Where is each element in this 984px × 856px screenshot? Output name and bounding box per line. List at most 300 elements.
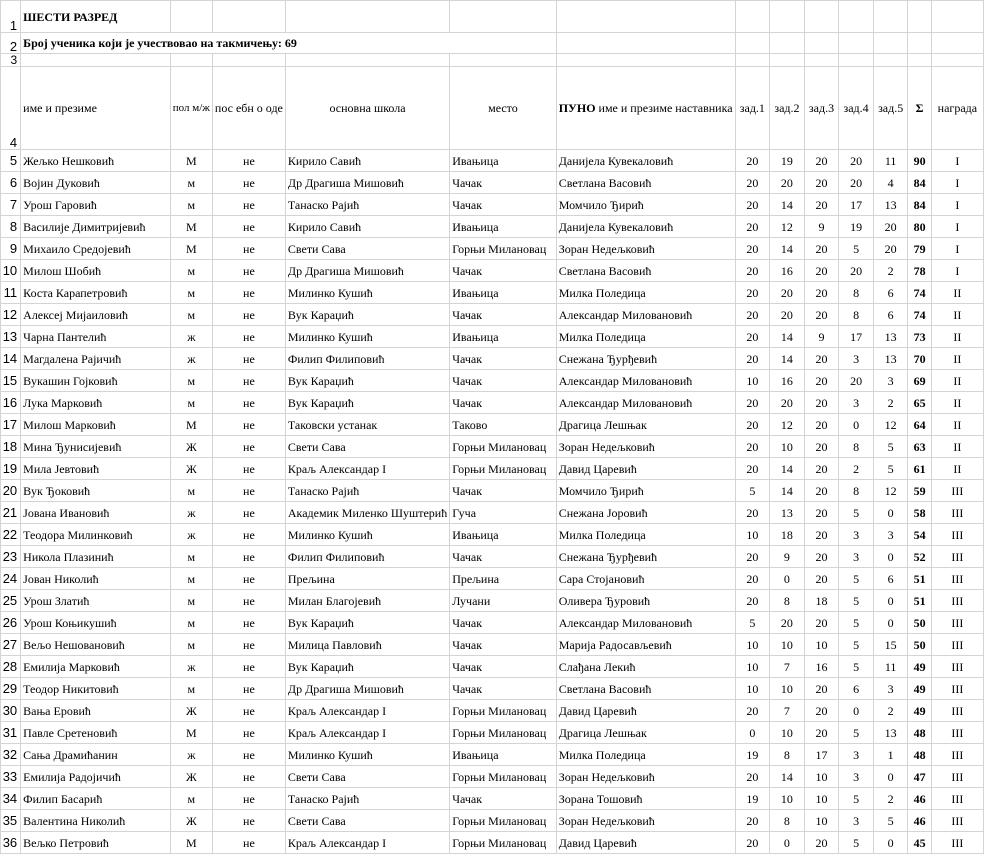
score-total[interactable]: 69 <box>908 370 931 392</box>
score-task-1[interactable]: 0 <box>735 722 770 744</box>
student-school[interactable]: Милан Благојевић <box>285 590 449 612</box>
student-sex[interactable]: м <box>170 260 212 282</box>
student-school[interactable]: Краљ Александар I <box>285 458 449 480</box>
header-sum[interactable]: Σ <box>908 67 931 150</box>
student-special[interactable]: не <box>212 260 285 282</box>
cell[interactable] <box>804 33 839 54</box>
student-special[interactable]: не <box>212 304 285 326</box>
student-sex[interactable]: ж <box>170 326 212 348</box>
row-header[interactable]: 3 <box>1 54 21 67</box>
score-task-2[interactable]: 16 <box>770 260 805 282</box>
score-task-4[interactable]: 5 <box>839 656 874 678</box>
cell[interactable] <box>212 54 285 67</box>
score-task-4[interactable]: 0 <box>839 700 874 722</box>
score-task-4[interactable]: 3 <box>839 392 874 414</box>
student-school[interactable]: Краљ Александар I <box>285 832 449 854</box>
score-task-3[interactable]: 9 <box>804 216 839 238</box>
student-sex[interactable]: М <box>170 722 212 744</box>
score-task-5[interactable]: 5 <box>873 436 908 458</box>
score-task-4[interactable]: 5 <box>839 832 874 854</box>
score-task-2[interactable]: 8 <box>770 744 805 766</box>
score-total[interactable]: 47 <box>908 766 931 788</box>
score-task-4[interactable]: 5 <box>839 568 874 590</box>
award[interactable]: III <box>931 590 983 612</box>
student-place[interactable]: Ивањица <box>450 744 557 766</box>
student-sex[interactable]: Ж <box>170 700 212 722</box>
score-task-1[interactable]: 20 <box>735 766 770 788</box>
student-name[interactable]: Жељко Нешковић <box>21 150 171 172</box>
score-task-3[interactable]: 20 <box>804 150 839 172</box>
score-total[interactable]: 79 <box>908 238 931 260</box>
score-total[interactable]: 50 <box>908 612 931 634</box>
score-task-4[interactable]: 3 <box>839 546 874 568</box>
award[interactable]: III <box>931 502 983 524</box>
row-header[interactable]: 28 <box>1 656 21 678</box>
row-header[interactable]: 33 <box>1 766 21 788</box>
cell[interactable] <box>556 54 735 67</box>
student-mentor[interactable]: Милка Поледица <box>556 326 735 348</box>
score-task-1[interactable]: 20 <box>735 282 770 304</box>
score-task-5[interactable]: 5 <box>873 810 908 832</box>
student-special[interactable]: не <box>212 766 285 788</box>
score-task-1[interactable]: 20 <box>735 392 770 414</box>
student-mentor[interactable]: Драгица Лешњак <box>556 414 735 436</box>
student-mentor[interactable]: Александар Миловановић <box>556 370 735 392</box>
score-task-1[interactable]: 20 <box>735 172 770 194</box>
score-total[interactable]: 54 <box>908 524 931 546</box>
student-mentor[interactable]: Марија Радосављевић <box>556 634 735 656</box>
cell[interactable] <box>450 54 557 67</box>
header-name[interactable]: име и презиме <box>21 67 171 150</box>
score-task-1[interactable]: 10 <box>735 370 770 392</box>
score-task-1[interactable]: 20 <box>735 414 770 436</box>
cell[interactable] <box>839 1 874 33</box>
score-task-5[interactable]: 0 <box>873 546 908 568</box>
student-sex[interactable]: М <box>170 414 212 436</box>
score-task-1[interactable]: 20 <box>735 194 770 216</box>
score-task-2[interactable]: 20 <box>770 282 805 304</box>
award[interactable]: III <box>931 722 983 744</box>
score-total[interactable]: 49 <box>908 700 931 722</box>
cell[interactable] <box>556 1 735 33</box>
student-name[interactable]: Милош Марковић <box>21 414 171 436</box>
score-task-3[interactable]: 20 <box>804 502 839 524</box>
cell[interactable] <box>770 33 805 54</box>
student-mentor[interactable]: Светлана Васовић <box>556 172 735 194</box>
student-special[interactable]: не <box>212 546 285 568</box>
score-total[interactable]: 84 <box>908 194 931 216</box>
score-task-3[interactable]: 18 <box>804 590 839 612</box>
score-task-1[interactable]: 20 <box>735 150 770 172</box>
score-task-4[interactable]: 17 <box>839 326 874 348</box>
student-sex[interactable]: м <box>170 634 212 656</box>
student-special[interactable]: не <box>212 458 285 480</box>
student-mentor[interactable]: Александар Миловановић <box>556 304 735 326</box>
score-task-4[interactable]: 5 <box>839 238 874 260</box>
score-task-4[interactable]: 0 <box>839 414 874 436</box>
score-task-2[interactable]: 10 <box>770 436 805 458</box>
cell[interactable] <box>556 33 735 54</box>
score-task-1[interactable]: 20 <box>735 810 770 832</box>
award[interactable]: I <box>931 150 983 172</box>
award[interactable]: II <box>931 304 983 326</box>
cell[interactable] <box>873 1 908 33</box>
student-place[interactable]: Ивањица <box>450 524 557 546</box>
score-task-4[interactable]: 3 <box>839 766 874 788</box>
student-name[interactable]: Вукашин Гојковић <box>21 370 171 392</box>
student-name[interactable]: Емилија Радојичић <box>21 766 171 788</box>
score-task-5[interactable]: 12 <box>873 480 908 502</box>
score-task-2[interactable]: 14 <box>770 458 805 480</box>
student-sex[interactable]: Ж <box>170 458 212 480</box>
score-task-1[interactable]: 20 <box>735 216 770 238</box>
student-place[interactable]: Горњи Милановац <box>450 832 557 854</box>
student-school[interactable]: Кирило Савић <box>285 150 449 172</box>
score-task-5[interactable]: 3 <box>873 678 908 700</box>
student-place[interactable]: Чачак <box>450 612 557 634</box>
score-task-2[interactable]: 20 <box>770 612 805 634</box>
student-school[interactable]: Вук Караџић <box>285 612 449 634</box>
score-task-5[interactable]: 3 <box>873 524 908 546</box>
row-header[interactable]: 2 <box>1 33 21 54</box>
header-task-3[interactable]: зад.3 <box>804 67 839 150</box>
student-name[interactable]: Магдалена Рајичић <box>21 348 171 370</box>
award[interactable]: III <box>931 700 983 722</box>
award[interactable]: III <box>931 480 983 502</box>
student-mentor[interactable]: Данијела Кувекаловић <box>556 150 735 172</box>
score-task-2[interactable]: 14 <box>770 238 805 260</box>
score-total[interactable]: 84 <box>908 172 931 194</box>
score-task-2[interactable]: 20 <box>770 304 805 326</box>
student-name[interactable]: Емилија Марковић <box>21 656 171 678</box>
score-task-2[interactable]: 7 <box>770 656 805 678</box>
award[interactable]: I <box>931 194 983 216</box>
score-task-3[interactable]: 20 <box>804 832 839 854</box>
header-award[interactable]: награда <box>931 67 983 150</box>
student-mentor[interactable]: Данијела Кувекаловић <box>556 216 735 238</box>
student-place[interactable]: Ивањица <box>450 150 557 172</box>
award[interactable]: II <box>931 458 983 480</box>
student-mentor[interactable]: Милка Поледица <box>556 744 735 766</box>
cell[interactable] <box>931 1 983 33</box>
student-school[interactable]: Вук Караџић <box>285 370 449 392</box>
student-mentor[interactable]: Момчило Ђирић <box>556 480 735 502</box>
row-header[interactable]: 9 <box>1 238 21 260</box>
row-header[interactable]: 29 <box>1 678 21 700</box>
score-task-3[interactable]: 10 <box>804 788 839 810</box>
score-task-2[interactable]: 19 <box>770 150 805 172</box>
student-sex[interactable]: Ж <box>170 766 212 788</box>
student-name[interactable]: Никола Плазинић <box>21 546 171 568</box>
score-task-1[interactable]: 10 <box>735 678 770 700</box>
student-name[interactable]: Мина Ђунисијевић <box>21 436 171 458</box>
student-sex[interactable]: М <box>170 150 212 172</box>
student-mentor[interactable]: Давид Царевић <box>556 458 735 480</box>
score-task-4[interactable]: 20 <box>839 370 874 392</box>
student-name[interactable]: Вук Ђоковић <box>21 480 171 502</box>
score-task-5[interactable]: 4 <box>873 172 908 194</box>
score-task-3[interactable]: 20 <box>804 458 839 480</box>
score-task-1[interactable]: 20 <box>735 700 770 722</box>
award[interactable]: I <box>931 172 983 194</box>
score-task-3[interactable]: 20 <box>804 194 839 216</box>
score-task-4[interactable]: 5 <box>839 502 874 524</box>
score-task-1[interactable]: 5 <box>735 612 770 634</box>
student-mentor[interactable]: Давид Царевић <box>556 832 735 854</box>
student-name[interactable]: Мила Јевтовић <box>21 458 171 480</box>
student-name[interactable]: Алексеј Мијаиловић <box>21 304 171 326</box>
student-place[interactable]: Прељина <box>450 568 557 590</box>
student-name[interactable]: Теодора Милинковић <box>21 524 171 546</box>
cell[interactable] <box>931 33 983 54</box>
score-task-1[interactable]: 20 <box>735 502 770 524</box>
student-name[interactable]: Лука Марковић <box>21 392 171 414</box>
score-task-5[interactable]: 6 <box>873 304 908 326</box>
student-place[interactable]: Горњи Милановац <box>450 722 557 744</box>
student-name[interactable]: Василије Димитријевић <box>21 216 171 238</box>
student-mentor[interactable]: Александар Миловановић <box>556 612 735 634</box>
student-sex[interactable]: ж <box>170 744 212 766</box>
score-task-1[interactable]: 20 <box>735 568 770 590</box>
score-task-3[interactable]: 20 <box>804 546 839 568</box>
score-task-5[interactable]: 11 <box>873 150 908 172</box>
cell[interactable] <box>770 1 805 33</box>
score-task-4[interactable]: 5 <box>839 788 874 810</box>
award[interactable]: III <box>931 766 983 788</box>
student-sex[interactable]: м <box>170 678 212 700</box>
score-task-3[interactable]: 20 <box>804 238 839 260</box>
cell[interactable] <box>735 54 770 67</box>
score-total[interactable]: 74 <box>908 304 931 326</box>
student-sex[interactable]: м <box>170 568 212 590</box>
score-task-5[interactable]: 13 <box>873 348 908 370</box>
student-special[interactable]: не <box>212 348 285 370</box>
score-total[interactable]: 52 <box>908 546 931 568</box>
student-mentor[interactable]: Зорана Тошовић <box>556 788 735 810</box>
score-total[interactable]: 46 <box>908 788 931 810</box>
row-header[interactable]: 5 <box>1 150 21 172</box>
student-school[interactable]: Милинко Кушић <box>285 326 449 348</box>
row-header[interactable]: 18 <box>1 436 21 458</box>
student-school[interactable]: Вук Караџић <box>285 656 449 678</box>
student-school[interactable]: Милинко Кушић <box>285 524 449 546</box>
student-special[interactable]: не <box>212 744 285 766</box>
score-task-5[interactable]: 12 <box>873 414 908 436</box>
score-task-2[interactable]: 8 <box>770 590 805 612</box>
score-task-4[interactable]: 19 <box>839 216 874 238</box>
score-task-5[interactable]: 2 <box>873 392 908 414</box>
score-task-5[interactable]: 20 <box>873 216 908 238</box>
score-total[interactable]: 73 <box>908 326 931 348</box>
score-task-5[interactable]: 2 <box>873 700 908 722</box>
student-school[interactable]: Свети Сава <box>285 766 449 788</box>
score-task-4[interactable]: 3 <box>839 744 874 766</box>
award[interactable]: III <box>931 568 983 590</box>
score-task-5[interactable]: 11 <box>873 656 908 678</box>
header-task-1[interactable]: зад.1 <box>735 67 770 150</box>
cell[interactable] <box>873 54 908 67</box>
student-sex[interactable]: м <box>170 194 212 216</box>
score-task-4[interactable]: 8 <box>839 304 874 326</box>
award[interactable]: II <box>931 370 983 392</box>
score-task-2[interactable]: 12 <box>770 414 805 436</box>
award[interactable]: I <box>931 216 983 238</box>
student-special[interactable]: не <box>212 612 285 634</box>
score-task-5[interactable]: 5 <box>873 458 908 480</box>
student-sex[interactable]: Ж <box>170 810 212 832</box>
score-task-4[interactable]: 20 <box>839 260 874 282</box>
student-special[interactable]: не <box>212 370 285 392</box>
score-task-3[interactable]: 10 <box>804 634 839 656</box>
award[interactable]: III <box>931 656 983 678</box>
score-task-4[interactable]: 2 <box>839 458 874 480</box>
score-task-4[interactable]: 3 <box>839 810 874 832</box>
cell[interactable] <box>285 1 449 33</box>
student-name[interactable]: Урош Гаровић <box>21 194 171 216</box>
student-sex[interactable]: м <box>170 392 212 414</box>
student-place[interactable]: Горњи Милановац <box>450 700 557 722</box>
student-mentor[interactable]: Александар Миловановић <box>556 392 735 414</box>
student-special[interactable]: не <box>212 832 285 854</box>
student-place[interactable]: Чачак <box>450 546 557 568</box>
award[interactable]: III <box>931 832 983 854</box>
student-place[interactable]: Чачак <box>450 348 557 370</box>
score-task-1[interactable]: 19 <box>735 744 770 766</box>
score-task-1[interactable]: 10 <box>735 656 770 678</box>
student-mentor[interactable]: Снежана Ђурђевић <box>556 546 735 568</box>
header-task-5[interactable]: зад.5 <box>873 67 908 150</box>
student-special[interactable]: не <box>212 722 285 744</box>
student-school[interactable]: Филип Филиповић <box>285 546 449 568</box>
score-total[interactable]: 49 <box>908 678 931 700</box>
award[interactable]: III <box>931 634 983 656</box>
score-task-4[interactable]: 6 <box>839 678 874 700</box>
student-school[interactable]: Танаско Рајић <box>285 194 449 216</box>
student-place[interactable]: Ивањица <box>450 326 557 348</box>
student-special[interactable]: не <box>212 326 285 348</box>
score-task-1[interactable]: 5 <box>735 480 770 502</box>
student-mentor[interactable]: Сара Стојановић <box>556 568 735 590</box>
score-task-3[interactable]: 10 <box>804 766 839 788</box>
score-task-3[interactable]: 20 <box>804 260 839 282</box>
score-task-1[interactable]: 10 <box>735 524 770 546</box>
score-task-1[interactable]: 10 <box>735 634 770 656</box>
score-task-1[interactable]: 20 <box>735 546 770 568</box>
student-special[interactable]: не <box>212 678 285 700</box>
score-task-1[interactable]: 20 <box>735 304 770 326</box>
student-place[interactable]: Чачак <box>450 788 557 810</box>
header-sex[interactable]: пол м/ж <box>170 67 212 150</box>
header-mentor[interactable] <box>556 67 735 150</box>
score-total[interactable]: 64 <box>908 414 931 436</box>
score-task-4[interactable]: 5 <box>839 634 874 656</box>
student-special[interactable]: не <box>212 590 285 612</box>
award[interactable]: I <box>931 260 983 282</box>
student-special[interactable]: не <box>212 634 285 656</box>
score-task-3[interactable]: 20 <box>804 172 839 194</box>
student-place[interactable]: Горњи Милановац <box>450 458 557 480</box>
student-name[interactable]: Милош Шобић <box>21 260 171 282</box>
student-special[interactable]: не <box>212 656 285 678</box>
row-header[interactable]: 20 <box>1 480 21 502</box>
student-place[interactable]: Лучани <box>450 590 557 612</box>
score-task-3[interactable]: 20 <box>804 392 839 414</box>
student-name[interactable]: Чарна Пантелић <box>21 326 171 348</box>
score-task-3[interactable]: 10 <box>804 810 839 832</box>
student-school[interactable]: Краљ Александар I <box>285 700 449 722</box>
score-task-4[interactable]: 8 <box>839 282 874 304</box>
student-special[interactable]: не <box>212 392 285 414</box>
award[interactable]: II <box>931 326 983 348</box>
student-school[interactable]: Филип Филиповић <box>285 348 449 370</box>
row-header[interactable]: 19 <box>1 458 21 480</box>
row-header[interactable]: 30 <box>1 700 21 722</box>
student-sex[interactable]: ж <box>170 348 212 370</box>
student-special[interactable]: не <box>212 194 285 216</box>
row-header[interactable]: 6 <box>1 172 21 194</box>
score-task-3[interactable]: 20 <box>804 348 839 370</box>
score-task-2[interactable]: 10 <box>770 634 805 656</box>
student-school[interactable]: Танаско Рајић <box>285 480 449 502</box>
student-place[interactable]: Чачак <box>450 260 557 282</box>
score-total[interactable]: 90 <box>908 150 931 172</box>
student-place[interactable]: Чачак <box>450 172 557 194</box>
score-task-2[interactable]: 10 <box>770 678 805 700</box>
cell[interactable] <box>450 1 557 33</box>
score-total[interactable]: 58 <box>908 502 931 524</box>
score-task-2[interactable]: 14 <box>770 480 805 502</box>
cell[interactable] <box>839 33 874 54</box>
student-name[interactable]: Михаило Средојевић <box>21 238 171 260</box>
award[interactable]: III <box>931 612 983 634</box>
student-special[interactable]: не <box>212 172 285 194</box>
score-task-2[interactable]: 0 <box>770 832 805 854</box>
award[interactable]: I <box>931 238 983 260</box>
score-task-1[interactable]: 20 <box>735 458 770 480</box>
score-total[interactable]: 61 <box>908 458 931 480</box>
cell[interactable] <box>804 1 839 33</box>
row-header[interactable]: 31 <box>1 722 21 744</box>
cell[interactable] <box>908 1 931 33</box>
student-sex[interactable]: м <box>170 304 212 326</box>
score-task-3[interactable]: 17 <box>804 744 839 766</box>
student-school[interactable]: Вук Караџић <box>285 392 449 414</box>
row-header[interactable]: 36 <box>1 832 21 854</box>
student-mentor[interactable]: Светлана Васовић <box>556 678 735 700</box>
score-total[interactable]: 51 <box>908 590 931 612</box>
sheet-title[interactable]: ШЕСТИ РАЗРЕД <box>21 1 171 33</box>
score-task-3[interactable]: 16 <box>804 656 839 678</box>
score-task-4[interactable]: 5 <box>839 590 874 612</box>
student-mentor[interactable]: Милка Поледица <box>556 524 735 546</box>
cell[interactable] <box>735 1 770 33</box>
student-name[interactable]: Вања Еровић <box>21 700 171 722</box>
student-special[interactable]: не <box>212 568 285 590</box>
score-task-5[interactable]: 0 <box>873 590 908 612</box>
score-task-4[interactable]: 20 <box>839 150 874 172</box>
student-school[interactable]: Милица Павловић <box>285 634 449 656</box>
student-school[interactable]: Академик Миленко Шуштерић <box>285 502 449 524</box>
row-header[interactable]: 35 <box>1 810 21 832</box>
student-name[interactable]: Вељо Нешовановић <box>21 634 171 656</box>
row-header[interactable]: 16 <box>1 392 21 414</box>
award[interactable]: III <box>931 744 983 766</box>
student-place[interactable]: Чачак <box>450 656 557 678</box>
student-mentor[interactable]: Зоран Недељковић <box>556 238 735 260</box>
score-total[interactable]: 80 <box>908 216 931 238</box>
student-sex[interactable]: М <box>170 238 212 260</box>
score-task-3[interactable]: 20 <box>804 722 839 744</box>
